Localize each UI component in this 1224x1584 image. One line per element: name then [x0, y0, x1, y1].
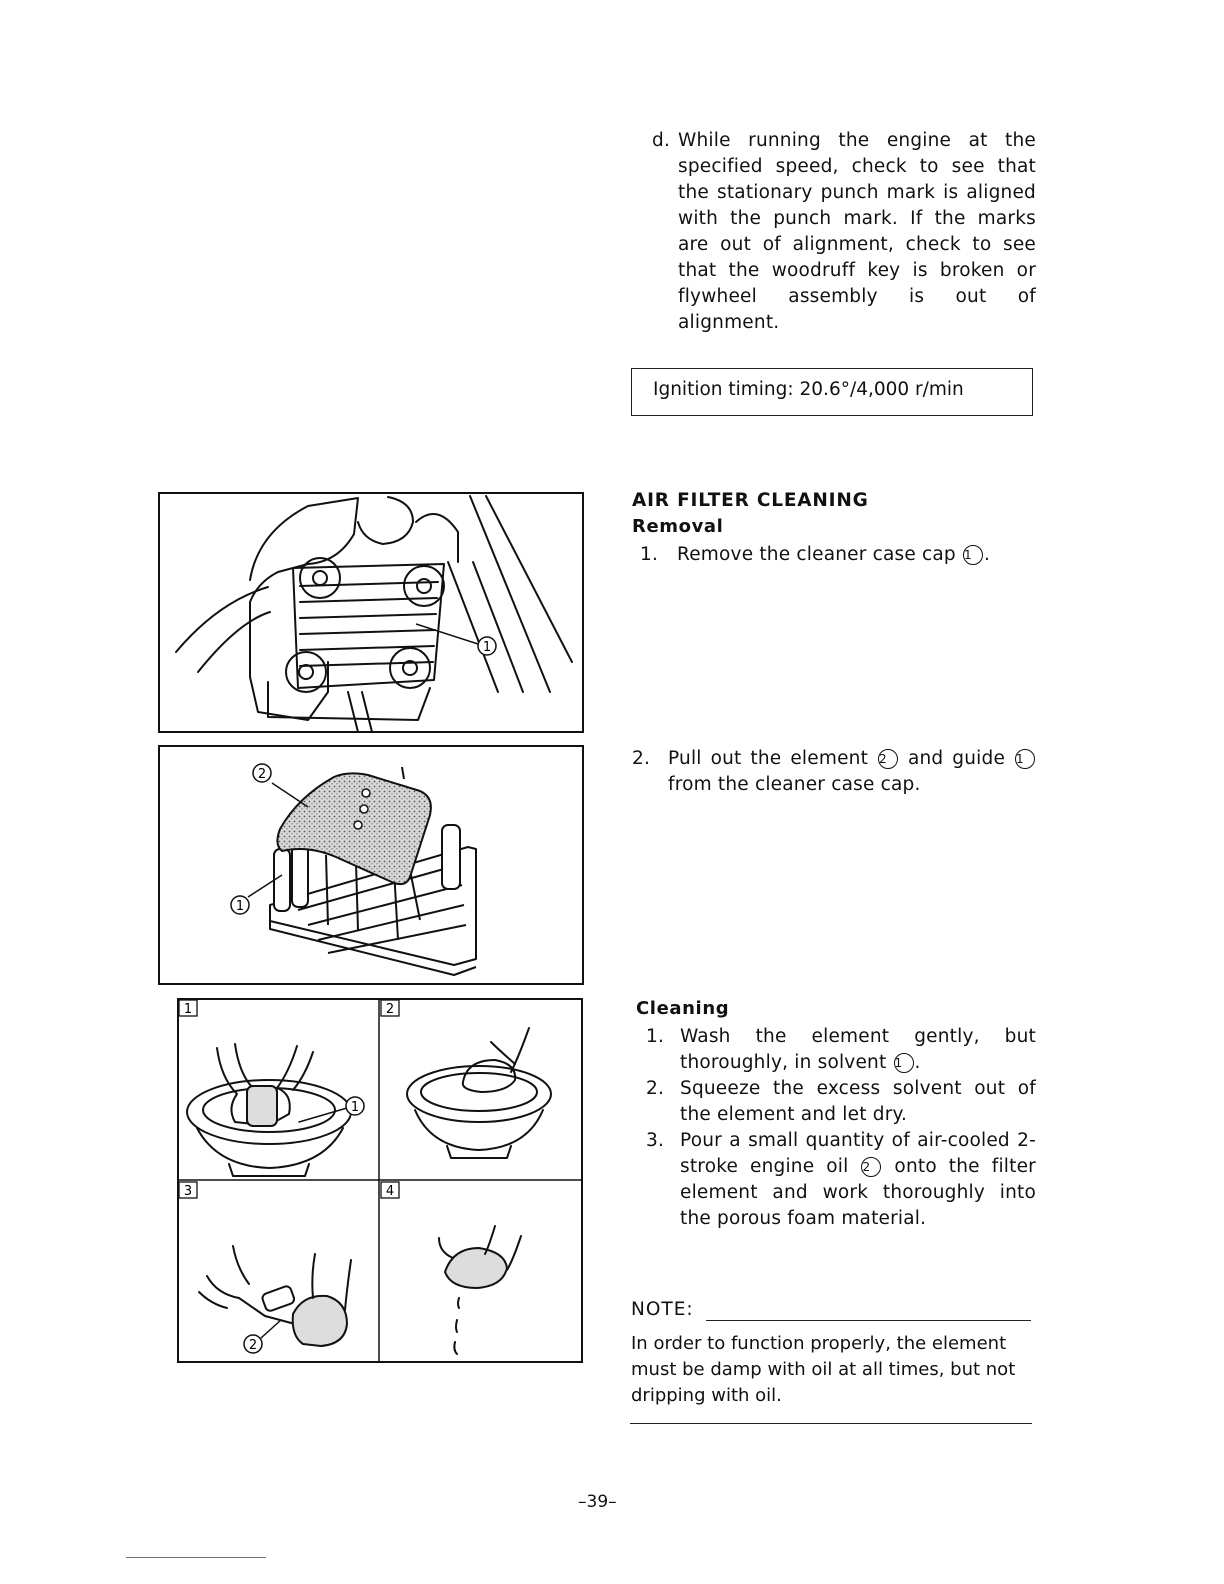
cleaning-step-1-number: 1.: [646, 1026, 665, 1047]
cleaning-step-3: [646, 1128, 1036, 1232]
cleaning-step-1: [646, 1024, 1036, 1076]
callout-ref-2: 2: [861, 1157, 881, 1177]
cleaning-step-3-text-a: Pour a small quantity of air-cooled 2-stroke engine oil: [680, 1130, 1036, 1177]
callout-ref-2: 2: [878, 749, 898, 769]
cleaning-heading: Cleaning: [636, 998, 730, 1019]
removal-step-1: [640, 542, 1040, 568]
cleaning-step-2: [646, 1076, 1036, 1128]
note-bottom-rule: [630, 1423, 1032, 1424]
cleaning-step-3-number: 3.: [646, 1130, 665, 1151]
callout-ref-1: 1: [963, 545, 983, 565]
figure-cleaning-steps: [177, 998, 583, 1363]
removal-step-2-text-b: and guide: [907, 748, 1006, 769]
removal-step-1-end: .: [983, 544, 991, 565]
ignition-timing-spec: Ignition timing: 20.6°/4,000 r/min: [653, 379, 964, 400]
cleaning-step-1-end: .: [914, 1052, 921, 1073]
ignition-timing-spec-box: [631, 368, 1033, 416]
removal-step-2: [632, 746, 1036, 798]
step-d-label: d.: [652, 130, 671, 151]
callout-ref-1: 1: [894, 1053, 914, 1073]
page-number: –39–: [578, 1492, 617, 1512]
cleaning-step-2-text: Squeeze the excess solvent out of the element and let dry.: [680, 1078, 1036, 1125]
panel-3-callout: 2: [248, 1338, 258, 1353]
panel-1-label: 1: [183, 1002, 193, 1017]
step-d: [652, 128, 1036, 336]
callout-ref-1: 1: [1015, 749, 1035, 769]
removal-step-1-number: 1.: [640, 544, 659, 565]
note-text: In order to function properly, the element must be damp with oil at all times, but not dripping with oil.: [631, 1333, 1016, 1406]
removal-heading: Removal: [632, 516, 724, 537]
section-title: AIR FILTER CLEANING: [632, 490, 869, 511]
panel-4-label: 4: [385, 1184, 395, 1199]
panel-3-label: 3: [183, 1184, 193, 1199]
note-rule: [706, 1320, 1031, 1321]
removal-step-2-text-a: Pull out the element: [668, 748, 869, 769]
removal-step-1-text: Remove the cleaner case cap: [677, 544, 956, 565]
footer-rule: [126, 1557, 266, 1558]
figure-cleaner-case-cap: [158, 492, 584, 733]
figure-cleaner-case-cap-callout: 1: [482, 640, 492, 655]
figure-element-callout: 2: [257, 767, 267, 782]
panel-1-callout: 1: [350, 1100, 360, 1115]
removal-step-2-text-c: from the cleaner case cap.: [668, 774, 921, 795]
cleaning-step-3-text-b: onto the filter element and work thoroughly into the porous foam material.: [680, 1156, 1036, 1229]
step-d-text: While running the engine at the specified speed, check to see that the stationary punch mark is aligned with the punch mark. If the marks are out of alignment, check to see that the woodruff key is broken or flywheel assembly is out of alignment.: [678, 130, 1036, 333]
figure-guide-callout: 1: [235, 899, 245, 914]
note-label: NOTE:: [631, 1299, 694, 1320]
panel-2-label: 2: [385, 1002, 395, 1017]
removal-step-2-number: 2.: [632, 748, 651, 769]
cleaning-step-2-number: 2.: [646, 1078, 665, 1099]
cleaning-step-1-text: Wash the element gently, but thoroughly, in solvent: [680, 1026, 1036, 1073]
figure-element-and-guide: [158, 745, 584, 985]
